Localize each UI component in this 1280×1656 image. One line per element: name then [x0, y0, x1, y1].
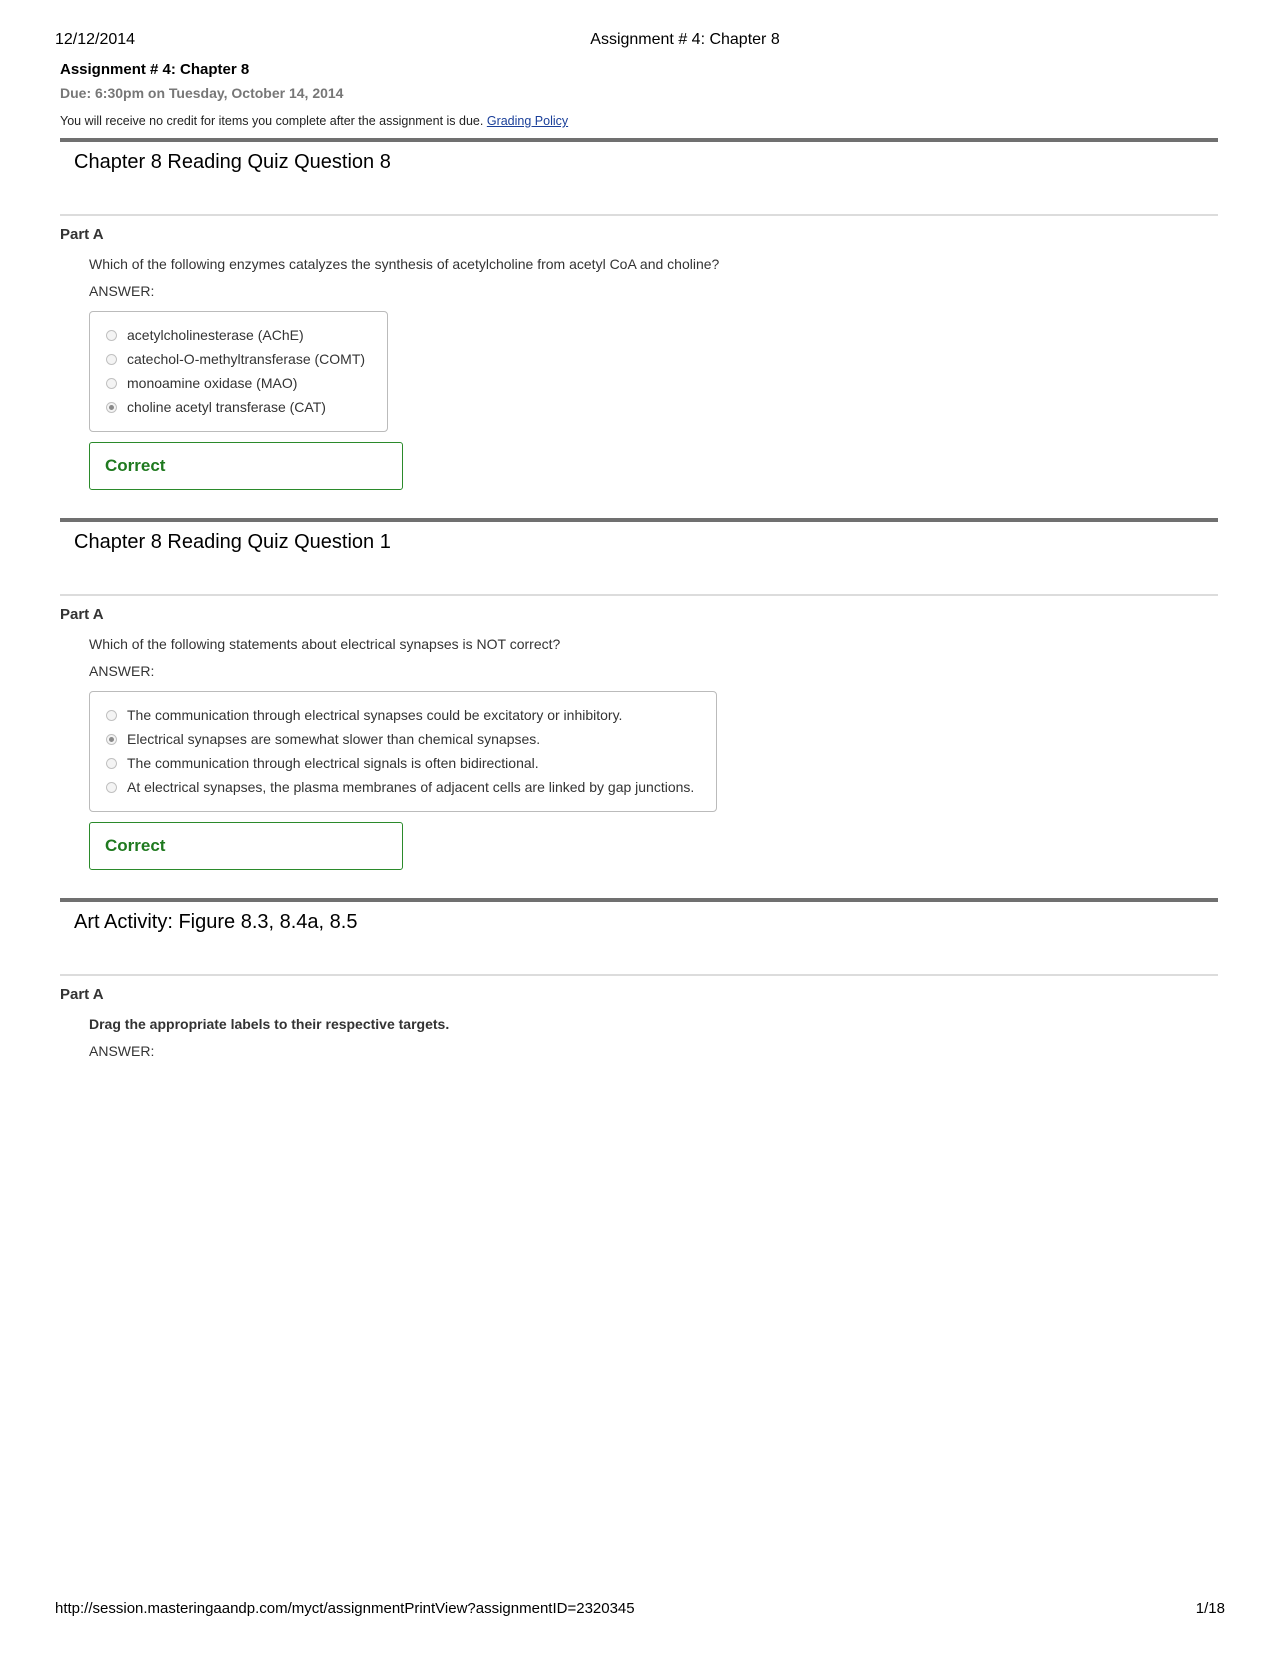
answer-label: ANSWER: [89, 663, 155, 679]
footer-url: http://session.masteringaandp.com/myct/assignmentPrintView?assignmentID=2320345 [55, 1600, 635, 1617]
radio-button[interactable] [106, 378, 117, 389]
answer-option[interactable] [106, 326, 365, 344]
radio-button[interactable] [106, 782, 117, 793]
radio-button[interactable] [106, 354, 117, 365]
assignment-content [60, 60, 1218, 1060]
print-date: 12/12/2014 [55, 31, 136, 48]
answer-option[interactable] [106, 754, 694, 772]
answer-option[interactable] [106, 374, 365, 392]
radio-button[interactable] [106, 330, 117, 341]
option-label: catechol-O-methyltransferase (COMT) [127, 351, 366, 367]
answer-options [89, 691, 717, 812]
answer-option[interactable] [106, 350, 365, 368]
part-label: Part A [60, 226, 104, 243]
radio-button[interactable] [106, 758, 117, 769]
answer-option[interactable] [106, 730, 694, 748]
radio-button-selected[interactable] [106, 734, 117, 745]
option-label: acetylcholinesterase (AChE) [127, 327, 304, 343]
question-text: Which of the following enzymes catalyzes the synthesis of acetylcholine from acetyl CoA and choline? [89, 256, 720, 272]
option-label: monoamine oxidase (MAO) [127, 375, 298, 391]
grading-policy-link[interactable]: Grading Policy [486, 114, 569, 128]
answer-label: ANSWER: [89, 1043, 155, 1059]
answer-option[interactable] [106, 778, 694, 796]
answer-options [89, 311, 388, 432]
answer-option[interactable] [106, 398, 365, 416]
option-label: choline acetyl transferase (CAT) [127, 399, 326, 415]
result-correct: Correct [89, 442, 403, 490]
problem-reading-quiz-1 [60, 518, 1218, 870]
option-label: The communication through electrical signals is often bidirectional. [127, 755, 539, 771]
problem-title: Chapter 8 Reading Quiz Question 1 [60, 522, 1218, 596]
result-correct: Correct [89, 822, 403, 870]
problem-reading-quiz-8 [60, 138, 1218, 490]
due-date: Due: 6:30pm on Tuesday, October 14, 2014 [60, 85, 344, 101]
question-text: Drag the appropriate labels to their respective targets. [89, 1016, 450, 1032]
option-label: The communication through electrical synapses could be excitatory or inhibitory. [127, 707, 623, 723]
option-label: At electrical synapses, the plasma membranes of adjacent cells are linked by gap junctions. [127, 779, 695, 795]
print-title: Assignment # 4: Chapter 8 [590, 31, 780, 48]
problem-art-activity [60, 898, 1218, 1060]
problem-title: Art Activity: Figure 8.3, 8.4a, 8.5 [60, 902, 1218, 976]
answer-option[interactable] [106, 706, 694, 724]
option-label: Electrical synapses are somewhat slower than chemical synapses. [127, 731, 541, 747]
question-text: Which of the following statements about electrical synapses is NOT correct? [89, 636, 561, 652]
part-label: Part A [60, 986, 104, 1003]
credit-notice [60, 113, 1218, 129]
radio-button[interactable] [106, 710, 117, 721]
assignment-title: Assignment # 4: Chapter 8 [60, 61, 250, 78]
credit-notice-text: You will receive no credit for items you complete after the assignment is due. [60, 114, 484, 128]
problem-title: Chapter 8 Reading Quiz Question 8 [60, 142, 1218, 216]
answer-label: ANSWER: [89, 283, 155, 299]
part-label: Part A [60, 606, 104, 623]
page-number: 1/18 [1195, 1600, 1225, 1617]
radio-button-selected[interactable] [106, 402, 117, 413]
